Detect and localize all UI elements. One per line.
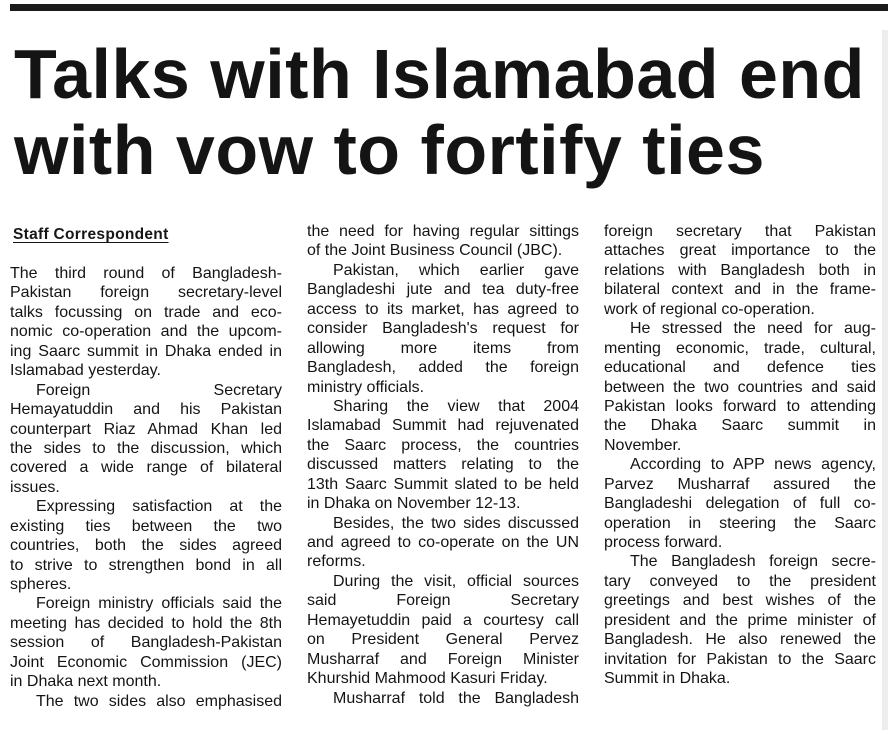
text-line: process forward.	[604, 534, 723, 551]
text-line: operation in steering the Saarc	[604, 514, 876, 532]
text-line: 13th Saarc Summit slated to be held	[307, 475, 579, 493]
text-line: foreign secretary that Pakistan	[604, 223, 876, 240]
text-line: the sides to the discussion, which	[10, 439, 282, 457]
text-line: Islamabad yesterday.	[10, 362, 161, 380]
text-line: the need for having regular sittings	[307, 223, 579, 240]
text-line: Bangladesh. He also renewed the	[604, 631, 876, 649]
text-line: on President General Pervez	[307, 631, 579, 649]
headline-line: Talks with Islamabad end	[14, 35, 865, 113]
text-line: The Bangladesh foreign secre-	[630, 553, 876, 571]
text-line: educational and defence ties	[604, 359, 876, 377]
text-line: Sharing the view that 2004	[333, 397, 579, 415]
text-line: said Foreign Secretary	[307, 592, 579, 610]
text-line: meeting has decided to hold the 8th	[10, 614, 282, 632]
text-line: Summit in Dhaka.	[604, 670, 731, 688]
text-line: The two sides also emphasised	[36, 692, 282, 710]
headline-line: with vow to fortify ties	[14, 111, 765, 189]
text-line: Bangladeshi jute and tea duty-free	[307, 281, 579, 299]
text-line: Besides, the two sides discussed	[333, 514, 579, 532]
text-line: ministry officials.	[307, 378, 425, 396]
text-line: covered a wide range of bilateral	[10, 459, 282, 477]
text-line: relations with Bangladesh both in	[604, 261, 876, 279]
text-line: of the Joint Business Council (JBC).	[307, 242, 563, 260]
text-line: Pakistan looks forward to attending	[604, 397, 876, 415]
text-line: session of Bangladesh-Pakistan	[10, 634, 282, 652]
text-line: work of regional co-operation.	[604, 300, 815, 318]
text-line: the Saarc process, the countries	[307, 436, 579, 454]
text-line: issues.	[10, 478, 60, 496]
text-line: to strive to strengthen bond in all	[10, 556, 282, 574]
text-line: ing Saarc summit in Dhaka ended in	[10, 342, 282, 360]
text-line: nomic co-operation and the upcom-	[10, 323, 282, 341]
text-line: Pakistan foreign secretary-level	[10, 284, 282, 302]
text-line: Foreign Secretary	[36, 381, 282, 399]
text-line: in Dhaka next month.	[10, 673, 162, 691]
text-line: Hemayatuddin and his Pakistan	[10, 401, 282, 419]
text-line: spheres.	[10, 576, 72, 593]
text-line: existing ties between the two	[10, 517, 282, 535]
text-line: attaches great importance to the	[604, 242, 876, 260]
article-column-2	[307, 222, 579, 708]
text-line: He stressed the need for aug-	[630, 320, 876, 338]
text-line: reforms.	[307, 553, 366, 571]
byline: Staff Correspondent	[13, 226, 169, 243]
text-line: Pakistan, which earlier gave	[333, 261, 579, 279]
article-column-3	[604, 222, 876, 689]
text-line: greetings and best wishes of the	[604, 592, 876, 610]
text-line: The third round of Bangladesh-	[10, 265, 282, 282]
text-line: Hemayetuddin paid a courtesy call	[307, 611, 579, 629]
article-column-1	[10, 264, 282, 711]
page-edge	[882, 30, 888, 730]
text-line: access to its market, has agreed to	[307, 300, 579, 318]
text-line: November.	[604, 436, 682, 454]
text-line: talks focussing on trade and eco-	[10, 303, 282, 321]
text-line: Musharraf and Foreign Minister	[307, 650, 579, 668]
text-line: president and the prime minister of	[604, 611, 876, 629]
text-line: Bangladesh, added the foreign	[307, 359, 579, 377]
text-line: During the visit, official sources	[333, 572, 579, 590]
text-line: Musharraf told the Bangladesh	[333, 689, 579, 707]
text-line: Foreign ministry officials said the	[36, 595, 282, 613]
text-line: and agreed to co-operate on the UN	[307, 534, 579, 551]
text-line: According to APP news agency,	[630, 456, 876, 474]
text-line: bilateral context and in the frame-	[604, 281, 876, 299]
text-line: the Dhaka Saarc summit in	[604, 417, 876, 435]
top-rule	[10, 4, 888, 11]
text-line: Joint Economic Commission (JEC)	[10, 653, 282, 671]
text-line: Bangladeshi delegation of full co-	[604, 495, 876, 513]
text-line: allowing more items from	[307, 339, 579, 357]
text-line: Parvez Musharraf assured the	[604, 475, 876, 493]
headline	[14, 36, 874, 188]
text-line: discussed matters relating to the	[307, 456, 579, 474]
text-line: tary conveyed to the president	[604, 572, 876, 590]
text-line: menting economic, trade, cultural,	[604, 339, 876, 357]
text-line: invitation for Pakistan to the Saarc	[604, 650, 876, 668]
text-line: between the two countries and said	[604, 378, 876, 396]
text-line: consider Bangladesh's request for	[307, 320, 579, 338]
text-line: counterpart Riaz Ahmad Khan led	[10, 420, 282, 438]
text-line: in Dhaka on November 12-13.	[307, 495, 521, 513]
text-line: Expressing satisfaction at the	[36, 498, 282, 516]
text-line: Islamabad Summit had rejuvenated	[307, 417, 579, 435]
text-line: countries, both the sides agreed	[10, 537, 282, 555]
text-line: Khurshid Mahmood Kasuri Friday.	[307, 670, 548, 688]
